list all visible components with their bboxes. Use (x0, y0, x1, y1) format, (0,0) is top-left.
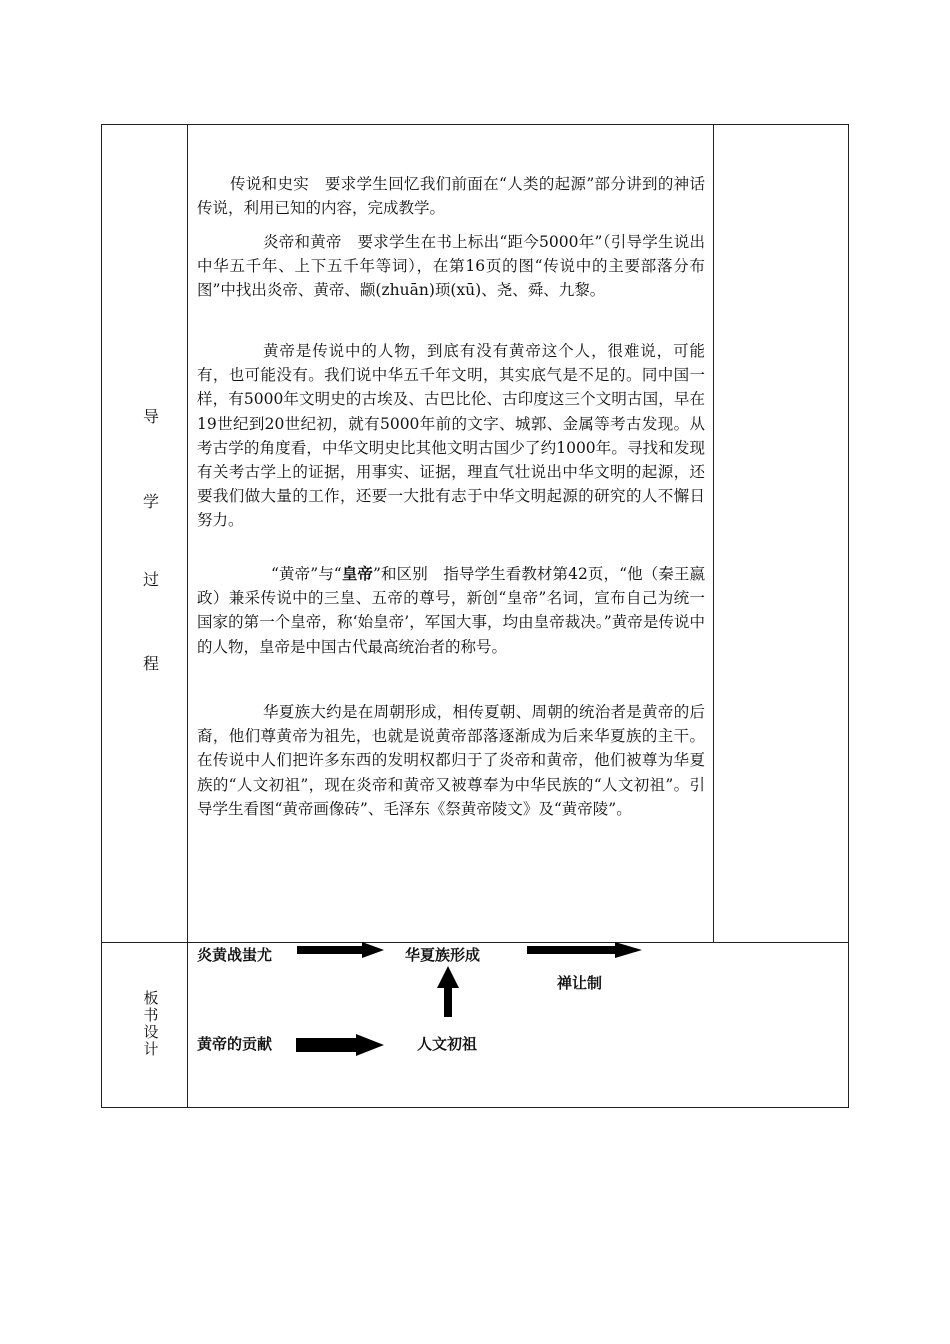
board-node-yan-huang-war: 炎黄战蚩尤 (197, 946, 273, 964)
table-right-border (848, 124, 849, 1108)
process-label-char-3: 过 (142, 570, 159, 589)
paragraph-yandi-huangdi (197, 230, 705, 303)
process-label-char-2: 学 (142, 492, 159, 511)
table-top-border (101, 124, 849, 125)
paragraph-huaxia-formation (197, 700, 705, 821)
board-design-label (143, 990, 159, 1058)
paragraph-text (197, 562, 705, 659)
paragraph-text-part-2: ”和区别 指导学生看教材第42页，“他（秦王嬴政）兼采传说中的三皇、五帝的尊号，新创“皇帝”名词，宣布自己为统一国家的第一个皇帝，称‘始皇帝’，军国大事，均由皇帝裁决。”黄帝是传说中的人物，皇帝是中国古代最高统治者的称号。 (197, 565, 705, 656)
emperor-term-bold: 皇帝 (341, 565, 374, 583)
up-arrow-icon (437, 966, 459, 1017)
board-label-char-2: 书 (143, 1006, 159, 1024)
board-node-abdication: 禅让制 (557, 974, 603, 992)
paragraph-text: 炎帝和黄帝 要求学生在书上标出“距今5000年”（引导学生说出中华五千年、上下五千年等词），在第16页的图“传说中的主要部落分布图”中找出炎帝、黄帝、颛(zhuān)顼(xū)、尧、舜、九黎。 (197, 233, 705, 300)
table-bottom-border (101, 1107, 849, 1108)
paragraph-text-part-1: “黄帝”与“ (271, 565, 342, 583)
paragraph-text: 传说和史实 要求学生回忆我们前面在“人类的起源”部分讲到的神话传说，利用已知的内容，完成教学。 (197, 175, 705, 218)
process-label-char-1: 导 (142, 407, 159, 426)
board-label-char-3: 设 (143, 1023, 159, 1041)
paragraph-huangdi-vs-emperor (197, 562, 705, 659)
paragraph-text: 华夏族大约是在周朝形成，相传夏朝、周朝的统治者是黄帝的后裔，他们尊黄帝为祖先，也就是说黄帝部落逐渐成为后来华夏族的主干。在传说中人们把许多东西的发明权都归于了炎帝和黄帝，他们被尊为华夏族的“人文初祖”，现在炎帝和黄帝又被尊奉为中华民族的“人文初祖”。引导学生看图“黄帝画像砖”、毛泽东《祭黄帝陵文》及“黄帝陵”。 (197, 703, 705, 818)
content-column-divider (713, 124, 714, 943)
label-column-divider (187, 124, 188, 1108)
right-arrow-icon (296, 1034, 384, 1056)
right-arrow-icon (527, 942, 642, 958)
board-label-char-4: 计 (143, 1040, 159, 1058)
row-divider (101, 942, 849, 943)
board-node-huangdi-contrib: 黄帝的贡献 (197, 1035, 273, 1053)
process-label-char-4: 程 (142, 654, 159, 673)
table-left-border (101, 124, 102, 1108)
paragraph-legend-history (197, 172, 705, 220)
board-node-renwen-chuzu: 人文初祖 (417, 1035, 478, 1053)
board-label-char-1: 板 (143, 989, 159, 1007)
board-node-huaxia-formed: 华夏族形成 (405, 946, 481, 964)
right-arrow-icon (297, 942, 384, 958)
paragraph-huangdi-legend (197, 339, 705, 533)
paragraph-text: 黄帝是传说中的人物，到底有没有黄帝这个人，很难说，可能有，也可能没有。我们说中华五千年文明，其实底气是不足的。同中国一样，有5000年文明史的古埃及、古巴比伦、古印度这三个文明古国，早在19世纪到20世纪初，就有5000年前的文字、城郭、金属等考古发现。从考古学的角度看，中华文明史比其他文明古国少了约1000年。寻找和发现有关考古学上的证据，用事实、证据，理直气壮说出中华文明的起源，还要我们做大量的工作，还要一大批有志于中华文明起源的研究的人不懈日努力。 (197, 342, 705, 530)
